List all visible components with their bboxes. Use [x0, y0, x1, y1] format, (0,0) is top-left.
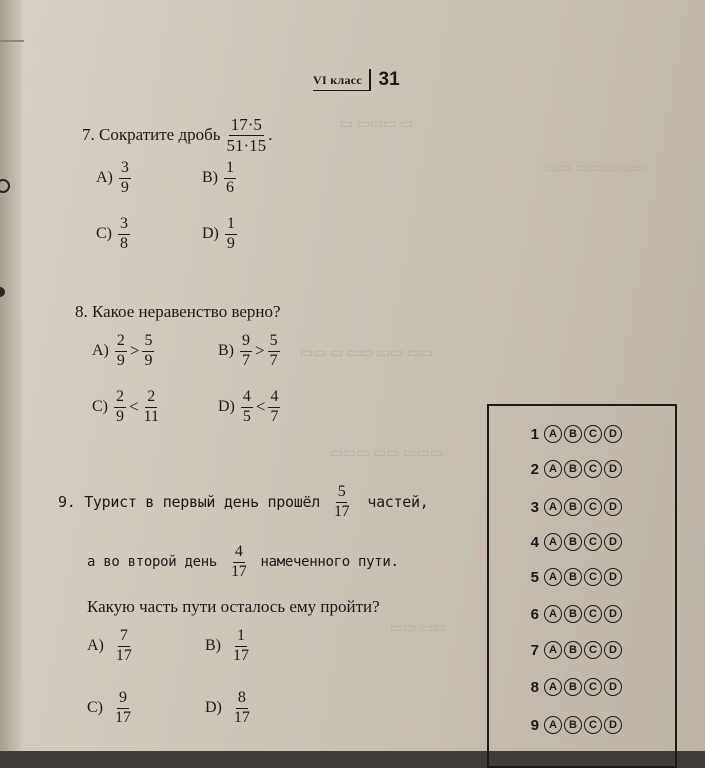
answer-row-8	[523, 678, 624, 696]
facing-page-edge	[0, 0, 22, 751]
answer-row-4	[523, 533, 624, 551]
q8-option-c[interactable]	[92, 389, 161, 426]
answer-bubble-1-d[interactable]: D	[604, 425, 622, 443]
question-7-fraction	[225, 116, 269, 155]
answer-bubble-7-a[interactable]: A	[544, 641, 562, 659]
fraction-numerator: 9	[240, 333, 252, 352]
answer-bubble-5-b[interactable]: B	[564, 568, 582, 586]
option-label: D)	[205, 699, 222, 717]
page-header	[313, 69, 400, 91]
q8-option-b[interactable]	[218, 333, 280, 370]
answer-bubble-2-b[interactable]: B	[564, 460, 582, 478]
option-label: A)	[92, 342, 109, 360]
answer-row-number: 1	[530, 425, 539, 443]
answer-bubble-6-c[interactable]: C	[584, 605, 602, 623]
fraction-numerator: 2	[114, 389, 126, 408]
option-fraction-left	[115, 333, 127, 370]
relation-sign: >	[255, 341, 265, 361]
answer-row-1	[523, 425, 624, 443]
bleed-through: ▭▭ ▭▭	[390, 621, 447, 636]
q7-option-d[interactable]	[202, 216, 237, 253]
fraction-denominator: 7	[269, 351, 278, 369]
fraction-denominator: 6	[226, 178, 234, 196]
fraction-denominator: 7	[242, 351, 250, 369]
option-fraction	[231, 628, 251, 665]
answer-bubble-3-a[interactable]: A	[544, 498, 562, 516]
fraction-denominator: 11	[143, 407, 159, 425]
fraction-numerator: 1	[224, 160, 236, 179]
fraction-numerator: 7	[118, 628, 130, 647]
answer-row-number: 7	[530, 641, 539, 659]
option-label: C)	[96, 225, 112, 243]
fraction-numerator: 1	[225, 216, 237, 235]
answer-bubble-4-a[interactable]: A	[544, 533, 562, 551]
question-9-line-3: Какую часть пути осталось ему пройти?	[87, 597, 380, 616]
answer-row-5	[523, 568, 624, 586]
fraction-denominator: 17	[115, 708, 131, 726]
answer-bubble-3-c[interactable]: C	[584, 498, 602, 516]
q9-option-b[interactable]	[205, 628, 251, 665]
fraction-denominator: 7	[270, 407, 279, 425]
answer-bubble-8-a[interactable]: A	[544, 678, 562, 696]
answer-row-6	[523, 605, 624, 623]
question-9-text-3: а во второй день	[87, 554, 218, 571]
answer-bubble-5-c[interactable]: C	[584, 568, 602, 586]
option-fraction-right	[268, 333, 280, 370]
fraction-numerator: 8	[236, 690, 248, 709]
page-number: 31	[378, 69, 400, 90]
option-label: A)	[96, 169, 113, 187]
answer-bubble-1-a[interactable]: A	[544, 425, 562, 443]
fraction-denominator: 5	[242, 407, 251, 425]
fraction-numerator: 3	[118, 216, 130, 235]
bleed-through: ▭▭▭ ▭▭ ▭▭▭	[330, 446, 443, 461]
answer-bubble-5-a[interactable]: A	[544, 568, 562, 586]
answer-bubble-2-d[interactable]: D	[604, 460, 622, 478]
fraction-denominator: 9	[116, 351, 125, 369]
question-9-text-1: 9. Турист в первый день прошёл	[58, 493, 320, 512]
question-9-text-4: намеченного пути.	[260, 554, 399, 571]
option-label: D)	[218, 398, 235, 416]
q9-option-d[interactable]	[205, 690, 252, 727]
question-9-text-2: частей,	[367, 493, 429, 512]
question-9-line-1	[58, 484, 428, 521]
question-7	[82, 116, 272, 155]
question-9-line-2	[87, 544, 399, 581]
fraction-numerator: 2	[115, 333, 127, 352]
option-fraction	[114, 628, 134, 665]
fraction-numerator: 5	[336, 484, 348, 503]
option-fraction	[232, 690, 252, 727]
answer-bubble-6-a[interactable]: A	[544, 605, 562, 623]
answer-bubble-9-b[interactable]: B	[564, 716, 582, 734]
answer-bubble-9-a[interactable]: A	[544, 716, 562, 734]
answer-bubble-7-b[interactable]: B	[564, 641, 582, 659]
q9-option-c[interactable]	[87, 690, 133, 727]
answer-bubble-8-b[interactable]: B	[564, 678, 582, 696]
answer-bubble-2-a[interactable]: A	[544, 460, 562, 478]
question-7-text: 7. Сократите дробь	[82, 125, 221, 145]
answer-bubble-7-d[interactable]: D	[604, 641, 622, 659]
fraction-numerator: 4	[268, 389, 280, 408]
answer-bubble-6-d[interactable]: D	[604, 605, 622, 623]
answer-bubble-2-c[interactable]: C	[584, 460, 602, 478]
fraction-denominator: 17	[233, 646, 249, 664]
answer-bubble-9-c[interactable]: C	[584, 716, 602, 734]
fraction-denominator: 9	[226, 234, 235, 252]
fraction-denominator: 17	[231, 562, 247, 580]
fraction-numerator: 5	[142, 333, 154, 352]
option-fraction	[118, 216, 130, 253]
fraction-denominator: 8	[120, 234, 128, 252]
fraction-denominator: 17	[333, 502, 350, 520]
answer-row-9	[523, 716, 624, 734]
option-label: D)	[202, 225, 219, 243]
fraction-numerator: 4	[233, 544, 245, 563]
answer-bubble-6-b[interactable]: B	[564, 605, 582, 623]
grade-label: VI класс	[313, 73, 369, 91]
answer-bubble-3-b[interactable]: B	[564, 498, 582, 516]
fraction-denominator: 9	[120, 178, 129, 196]
answer-bubble-3-d[interactable]: D	[604, 498, 622, 516]
answer-row-number: 3	[530, 498, 539, 516]
option-label: B)	[218, 342, 234, 360]
answer-bubble-8-c[interactable]: C	[584, 678, 602, 696]
fraction-numerator: 1	[235, 628, 247, 647]
option-label: C)	[92, 398, 108, 416]
relation-sign: >	[129, 341, 140, 361]
answer-bubble-4-b[interactable]: B	[564, 533, 582, 551]
fraction-numerator: 2	[145, 389, 157, 408]
answer-bubble-9-d[interactable]: D	[604, 716, 622, 734]
question-7-end: .	[268, 125, 273, 145]
bleed-through: ▭▭ ▭▭▭ ▭▭	[545, 161, 645, 176]
fraction-denominator: 17	[115, 646, 132, 664]
option-fraction-left	[114, 389, 126, 426]
answer-row-number: 8	[530, 678, 539, 696]
q9-fraction-2	[229, 544, 248, 581]
answer-bubble-1-c[interactable]: C	[584, 425, 602, 443]
answer-row-number: 5	[530, 568, 539, 586]
answer-bubble-8-d[interactable]: D	[604, 678, 622, 696]
answer-row-number: 2	[530, 460, 539, 478]
option-label: C)	[87, 699, 103, 717]
relation-sign: <	[255, 397, 266, 417]
bleed-through: ▭▭ ▭ ▭▭ ▭▭ ▭▭	[300, 346, 434, 361]
answer-bubble-4-c[interactable]: C	[584, 533, 602, 551]
option-label: A)	[87, 637, 104, 655]
answer-row-7	[523, 641, 624, 659]
answer-row-2	[523, 460, 624, 478]
fraction-denominator: 9	[144, 351, 153, 369]
option-label: B)	[205, 637, 221, 655]
fraction-numerator: 3	[119, 160, 131, 179]
fraction-denominator: 9	[116, 407, 124, 425]
option-fraction-right	[268, 389, 280, 426]
facing-page-line	[0, 40, 24, 42]
answer-row-number: 4	[530, 533, 539, 551]
fraction-numerator: 9	[117, 690, 129, 709]
option-fraction	[224, 160, 236, 197]
question-8-text: 8. Какое неравенство верно?	[75, 302, 281, 321]
answer-bubble-1-b[interactable]: B	[564, 425, 582, 443]
option-fraction-right	[142, 389, 161, 426]
answer-row-number: 9	[530, 716, 539, 734]
q7-option-a[interactable]	[96, 160, 131, 197]
option-fraction-right	[142, 333, 154, 370]
q8-option-d[interactable]	[218, 389, 280, 426]
fraction-numerator: 4	[241, 389, 253, 408]
relation-sign: <	[129, 397, 139, 417]
fraction-numerator: 17·5	[230, 115, 262, 134]
bleed-through: ▭ ▭▭▭ ▭	[340, 117, 414, 132]
option-fraction-left	[240, 333, 252, 370]
option-fraction-left	[241, 389, 253, 426]
fraction-denominator: 51·15	[226, 135, 267, 155]
fraction-denominator: 17	[233, 708, 250, 726]
option-fraction	[113, 690, 133, 727]
answer-sheet-box	[487, 404, 677, 768]
q9-option-a[interactable]	[87, 628, 134, 665]
answer-bubble-5-d[interactable]: D	[604, 568, 622, 586]
q7-option-c[interactable]	[96, 216, 130, 253]
q8-option-a[interactable]	[92, 333, 154, 370]
answer-row-number: 6	[530, 605, 539, 623]
q9-fraction-1	[332, 484, 351, 521]
fraction-numerator: 5	[268, 333, 280, 352]
q7-option-b[interactable]	[202, 160, 236, 197]
answer-row-3	[523, 498, 624, 516]
option-fraction	[225, 216, 237, 253]
answer-bubble-4-d[interactable]: D	[604, 533, 622, 551]
answer-bubble-7-c[interactable]: C	[584, 641, 602, 659]
option-label: B)	[202, 169, 218, 187]
option-fraction	[119, 160, 131, 197]
